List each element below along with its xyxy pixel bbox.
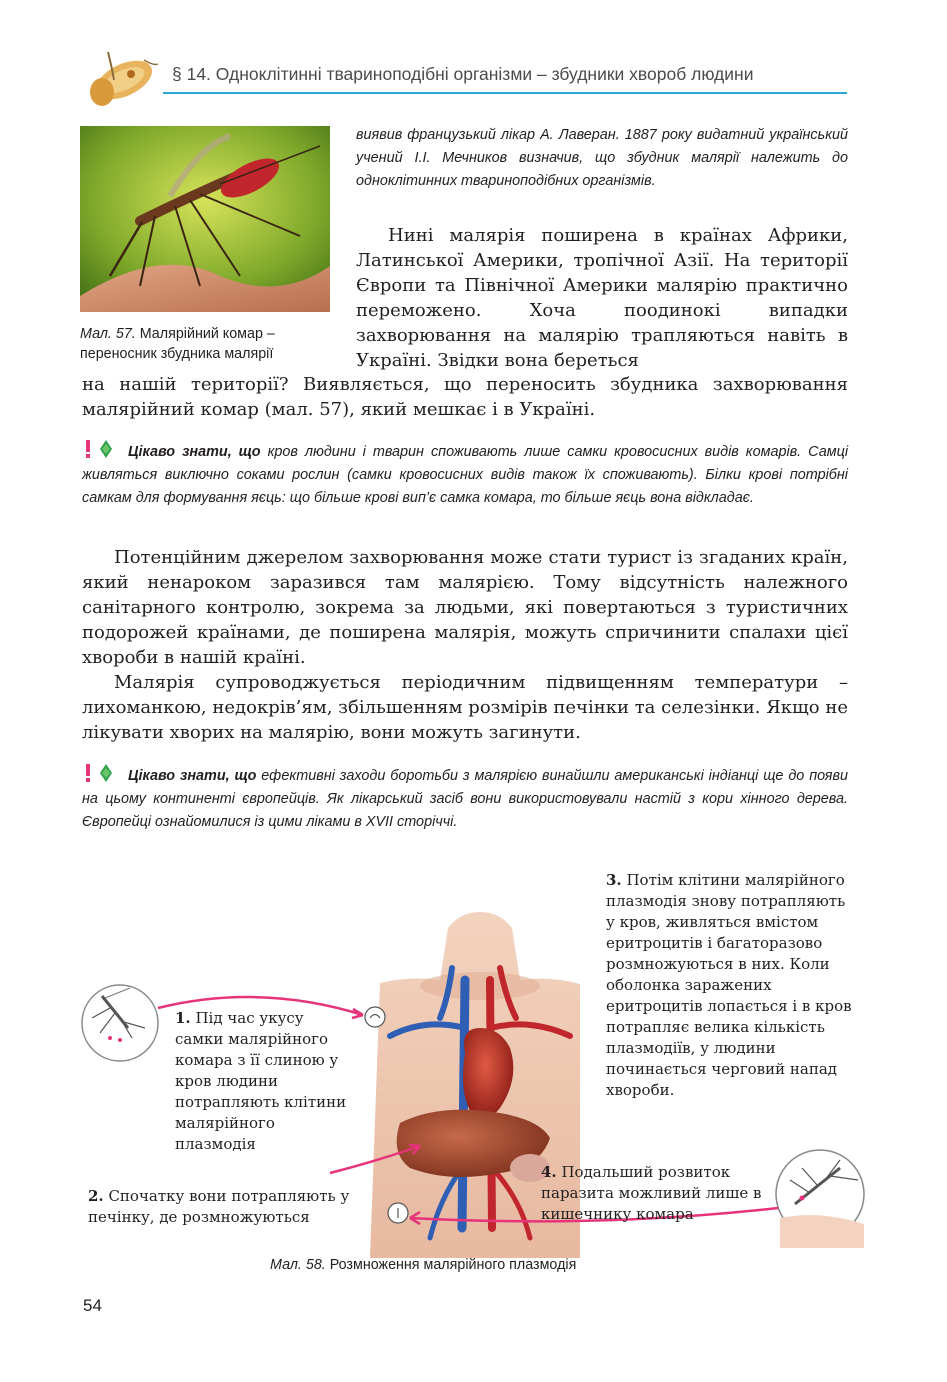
body-paragraphs-2-3 [82, 545, 848, 745]
fun-fact-icon [82, 764, 124, 782]
figure-57-caption [80, 324, 340, 364]
mosquito-gut-inset [776, 1150, 864, 1248]
fun-fact-1 [82, 440, 848, 510]
step-text: Подальший розвиток паразита можливий лише в кишечнику комара [541, 1163, 762, 1223]
mosquito-bite-inset [82, 985, 158, 1061]
page-number: 54 [83, 1296, 102, 1315]
step-text: Потім клітини малярійного плазмодія знову потрапляють у кров, живляться вмістом еритроцитів і багаторазово розмножуються в них. Коли оболонка заражених еритроцитів лопається і в кров потрапляє велика кількість плазмодіїв, у людини починається черговий напад хвороби. [606, 871, 852, 1099]
body-paragraph-1-continued [82, 372, 848, 422]
step-4-label [541, 1162, 771, 1225]
intro-italic-text: виявив французький лікар А. Лаверан. 1887 року видатний український учений І.І. Мечников визначив, що збудник малярії належить до одноклітинних твариноподібних організмів. [356, 127, 848, 189]
paragraph-text: на нашій території? Виявляється, що переносить збудника захворювання малярійний комар (мал. 57), який мешкає і в Україні. [82, 374, 848, 420]
fun-fact-text: ефективні заходи боротьби з малярією винайшли американські індіанці ще до появи на цьому континенті європейців. Як лікарський засіб вони використовували настій з кори хінного дерева. Європейці ознайомилися із цими ліками в XVII сторіччі. [82, 768, 848, 830]
chapter-heading: § 14. Одноклітинні твариноподібні організми – збудники хвороб людини [172, 64, 754, 84]
step-number: 3. [606, 871, 622, 889]
figure-58-text: Розмноження малярійного плазмодія [329, 1257, 577, 1273]
step-text: Під час укусу самки малярійного комара з її слиною у кров людини потрапляють клітини малярійного плазмодія [175, 1009, 347, 1153]
fun-fact-icon [82, 440, 124, 458]
header-logo [84, 40, 162, 110]
slipper-animalcule-icon [84, 40, 162, 110]
figure-58-caption [270, 1257, 576, 1273]
fun-fact-2 [82, 764, 848, 834]
fun-fact-lead: Цікаво знати, що [128, 768, 257, 784]
step-1-label [175, 1008, 350, 1155]
header-divider [163, 92, 847, 94]
body-paragraph-1 [356, 223, 848, 373]
fun-fact-lead: Цікаво знати, що [128, 444, 261, 460]
step-text: Спочатку вони потрапляють у печінку, де розмножуються [88, 1187, 350, 1226]
figure-57-label: Мал. 57. [80, 326, 136, 342]
fun-fact-text: кров людини і тварин споживають лише самки кровосисних видів комарів. Самці живляться виключно соками рослин (самки кровосисних видів також їх споживають). Білки крові потрібні самкам для формування яєць: що більше крові вип’є самка комара, то більше яєць вона відкладає. [82, 444, 849, 506]
paragraph-text: Нині малярія поширена в країнах Африки, Латинської Америки, тропічної Азії. На території Європи та Північної Америки малярію практично переможено. Хоча поодинокі випадки захворювання на малярію трапляються навіть в Україні. Звідки вона береться [356, 225, 848, 371]
step-number: 2. [88, 1187, 104, 1205]
step-number: 4. [541, 1163, 557, 1181]
figure-57-text: Малярійний комар – переносник збудника малярії [80, 326, 275, 362]
entry-point-marker [365, 1007, 385, 1027]
figure-58-label: Мал. 58. [270, 1257, 326, 1273]
step-2-label [88, 1186, 378, 1228]
step-number: 1. [175, 1009, 191, 1027]
step-3-label [606, 870, 852, 1101]
body-paragraph-2: Потенційним джерелом захворювання може стати турист із згаданих країн, який ненароком заразився там малярією. Тому відсутність належного санітарного контролю, зокрема за людьми, які повертаються з туристичних подорожей країнами, де поширена малярія, можуть спричинити спалахи цієї хвороби в нашій країні. [82, 547, 848, 668]
body-paragraph-3: Малярія супроводжується періодичним підвищенням температури – лихоманкою, недокрів’ям, збільшенням розмірів печінки та селезінки. Якщо не лікувати хворих на малярію, вони можуть загинути. [82, 672, 848, 743]
mosquito-photo [80, 126, 330, 312]
